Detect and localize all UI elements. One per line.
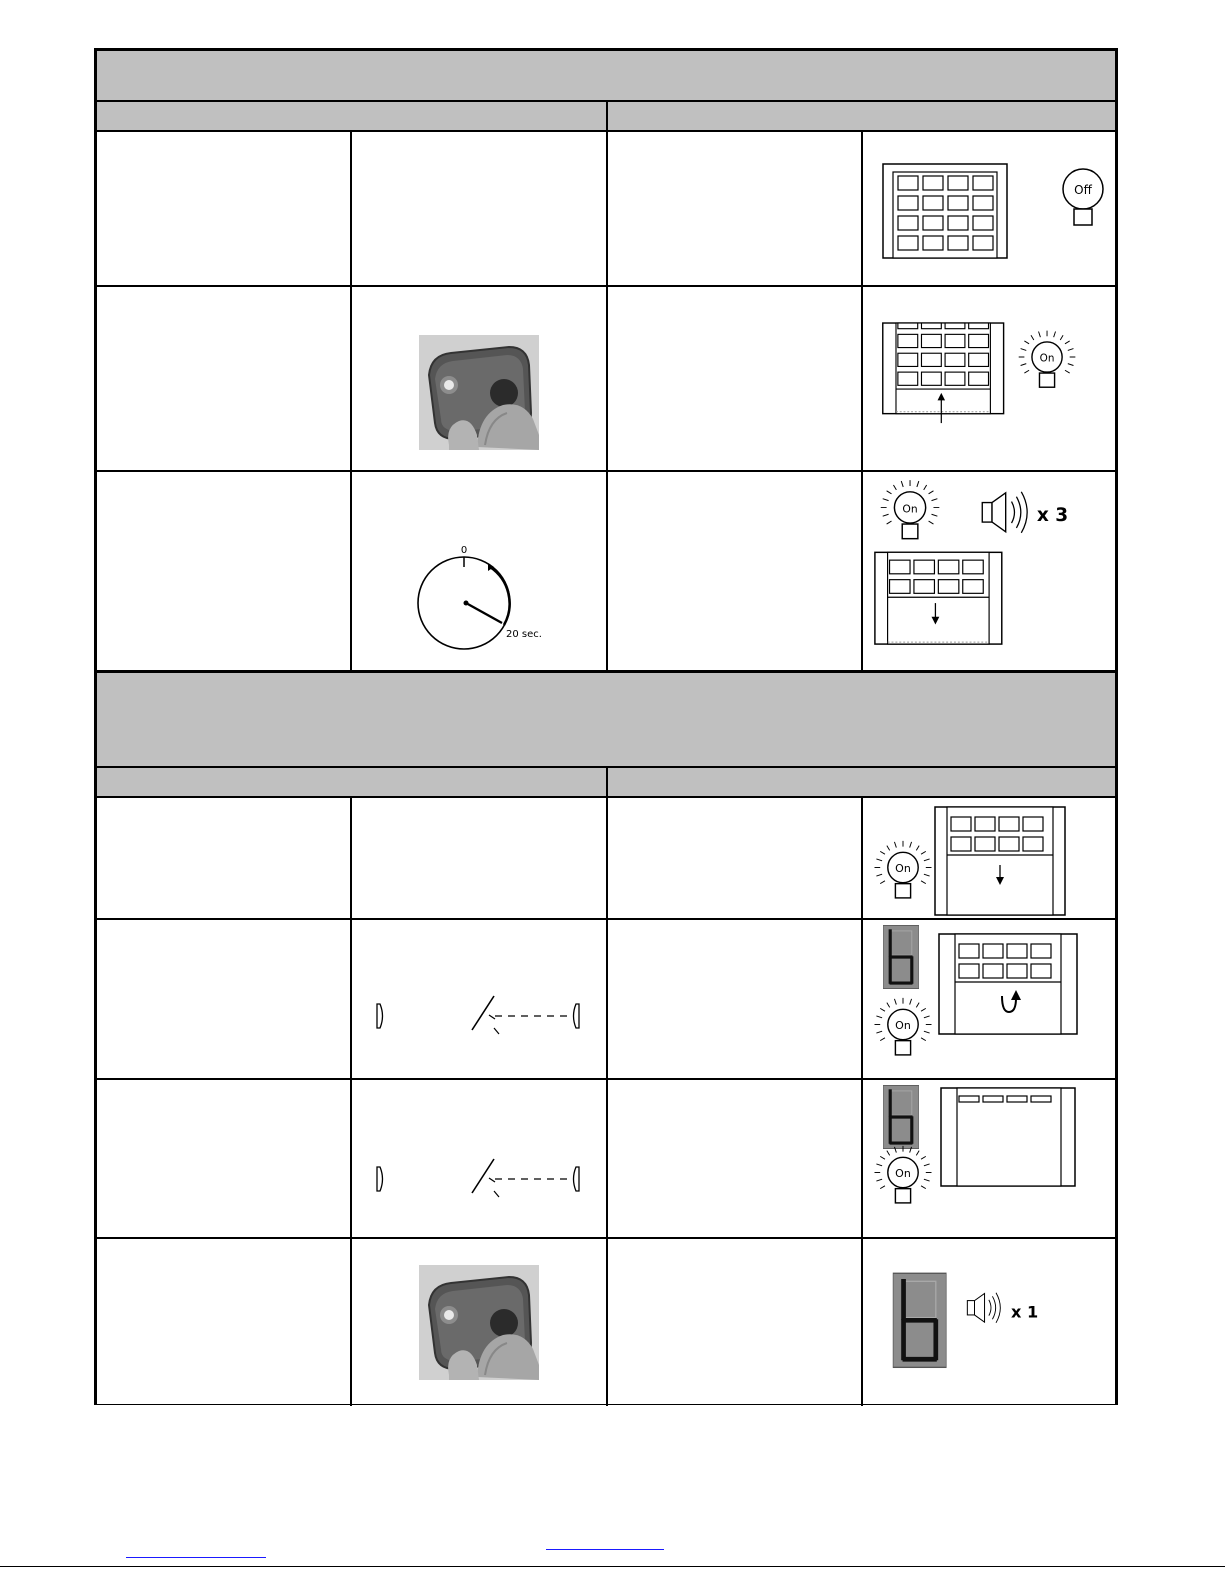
lamp-on-icon xyxy=(881,480,940,539)
lamp-on-icon xyxy=(875,1146,932,1203)
column-divider xyxy=(606,766,608,1406)
result-s2-r4-group xyxy=(891,1263,1115,1383)
result-s2-r3-group xyxy=(863,1080,1113,1236)
action-cell-s2-r2 xyxy=(352,920,606,1078)
lamp-on-icon xyxy=(875,998,932,1055)
result-cell-s2-r3 xyxy=(863,1080,1115,1237)
remote-control-photo xyxy=(419,1265,539,1380)
lamp-off-icon xyxy=(1074,159,1183,239)
display-b-icon xyxy=(893,1273,947,1367)
timer-zero-label: 0 xyxy=(460,545,468,556)
action-cell-s1-r3 xyxy=(352,472,606,670)
photocell-beam-broken-icon xyxy=(369,1153,589,1203)
footer-link-underline[interactable] xyxy=(126,1557,266,1558)
result-s2-r2-group xyxy=(863,920,1113,1076)
footer-link-underline[interactable] xyxy=(546,1549,664,1550)
display-b-icon xyxy=(863,920,919,989)
timer-end-label: 20 sec. xyxy=(506,629,542,640)
lamp-on-label: On xyxy=(895,1167,911,1180)
speaker-icon xyxy=(982,492,1027,533)
door-reversing-icon xyxy=(939,934,1077,1034)
section-1-title-band xyxy=(97,51,1115,100)
display-character: b xyxy=(863,920,864,921)
speaker-icon xyxy=(967,1292,1000,1322)
footer-rule xyxy=(0,1566,1225,1567)
result-s1-r3-group xyxy=(871,476,1115,656)
timer-dial-icon xyxy=(404,535,554,655)
result-s2-r1-group xyxy=(863,799,1113,917)
display-b-icon xyxy=(883,1086,919,1149)
section-2-title-band xyxy=(97,673,1115,766)
door-opening-icon xyxy=(879,314,1115,434)
lamp-on-label: On xyxy=(902,502,918,516)
result-cell-s2-r1 xyxy=(863,798,1115,918)
door-open-icon xyxy=(941,1088,1075,1186)
lamp-on-label: On xyxy=(1039,352,1055,365)
result-cell-s1-r2 xyxy=(863,287,1115,470)
result-cell-s1-r3 xyxy=(863,472,1115,670)
action-cell-s2-r4 xyxy=(352,1239,606,1406)
lamp-on-icon xyxy=(875,841,932,898)
lamp-on-label: On xyxy=(895,1019,911,1032)
action-cell-s1-r2 xyxy=(352,287,606,470)
lamp-on-label: On xyxy=(895,862,911,875)
instruction-table xyxy=(94,48,1118,1405)
lamp-off-label: Off xyxy=(1074,183,1092,197)
beep-three-label: x 3 xyxy=(1036,505,1069,527)
door-closing-icon xyxy=(875,552,1002,644)
remote-control-photo xyxy=(419,335,539,450)
result-cell-s2-r4 xyxy=(863,1239,1115,1406)
beep-one-label: x 1 xyxy=(1011,1302,1039,1322)
photocell-beam-broken-icon xyxy=(369,990,589,1040)
column-divider xyxy=(606,100,608,671)
result-cell-s2-r2 xyxy=(863,920,1115,1078)
lamp-on-icon xyxy=(1019,330,1076,387)
door-closing-icon xyxy=(935,807,1065,915)
action-cell-s2-r3 xyxy=(352,1080,606,1237)
